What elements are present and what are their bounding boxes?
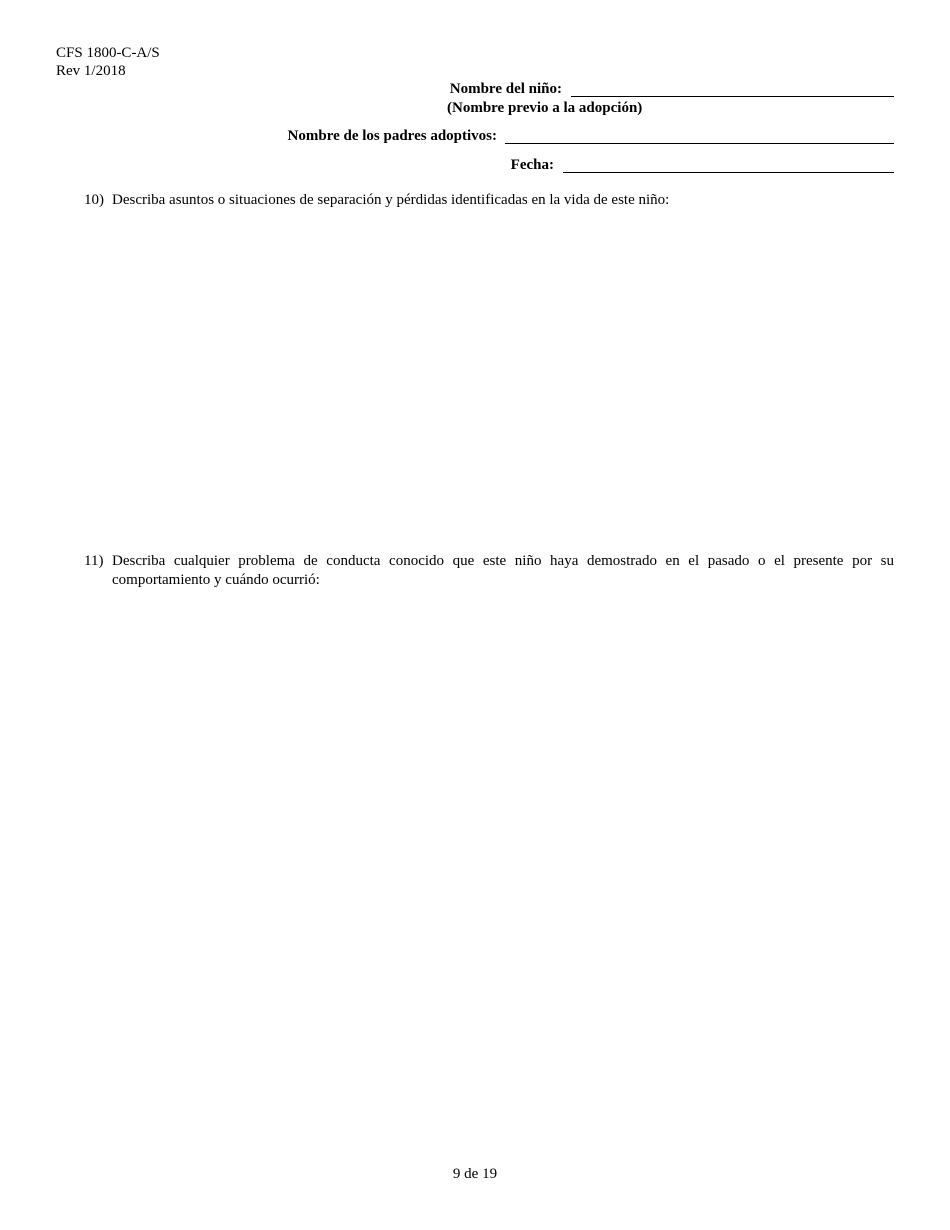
- child-name-label: Nombre del niño:: [449, 81, 562, 97]
- question-10-answer-area[interactable]: [112, 215, 894, 535]
- form-code: CFS 1800-C-A/S: [56, 45, 160, 61]
- form-revision: Rev 1/2018: [56, 63, 126, 79]
- question-text: Describa asuntos o situaciones de separación y pérdidas identificadas en la vida de este niño:: [112, 192, 670, 208]
- question-number: 10): [84, 192, 104, 208]
- child-name-field[interactable]: [571, 96, 894, 97]
- page-number: 9 de 19: [452, 1166, 498, 1182]
- question-text: Describa cualquier problema de conducta conocido que este niño haya demostrado en el pasado o el presente por su comportamiento y cuándo ocurrió:: [112, 553, 894, 588]
- child-name-sublabel: (Nombre previo a la adopción): [447, 100, 643, 116]
- question-number: 11): [84, 553, 104, 569]
- date-field[interactable]: [563, 172, 894, 173]
- question-11-answer-area[interactable]: [112, 596, 894, 1146]
- adoptive-parents-field[interactable]: [505, 143, 894, 144]
- date-label: Fecha:: [510, 157, 554, 173]
- adoptive-parents-label: Nombre de los padres adoptivos:: [287, 128, 497, 144]
